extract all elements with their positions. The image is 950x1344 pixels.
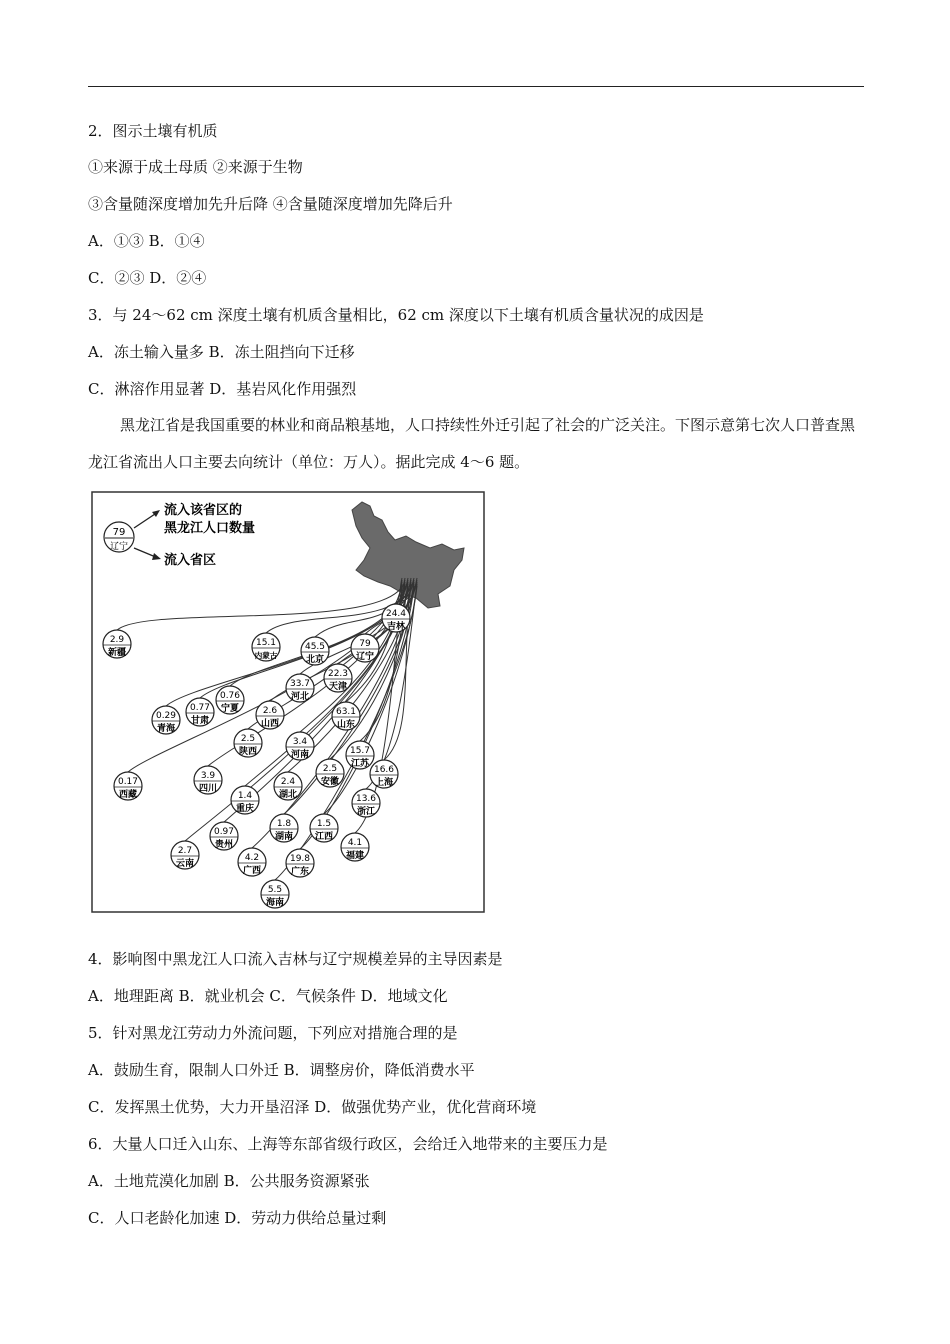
province-node-name: 湖南 [274, 832, 294, 842]
passage-intro: 黑龙江省是我国重要的林业和商品粮基地，人口持续性外迁引起了社会的广泛关注。下图示意第七次人口普查黑龙江省流出人口主要去向统计（单位：万人）。据此完成 4～6 题。 [88, 416, 856, 471]
q2-choices-ab: A．①③ B．①④ [88, 232, 205, 250]
province-node-name: 广西 [242, 866, 262, 876]
header-rule [88, 86, 864, 87]
province-node [286, 732, 314, 760]
legend-region-label: 流入省区 [164, 553, 217, 568]
province-node-value: 13.6 [355, 794, 377, 804]
province-node [252, 633, 280, 661]
q6-choices-ab: A．土地荒漠化加剧 B．公共服务资源紧张 [88, 1172, 370, 1190]
province-node [370, 760, 398, 788]
province-node-name: 浙江 [356, 807, 376, 817]
province-node-name: 江西 [314, 832, 334, 842]
province-node [332, 702, 360, 730]
province-node [346, 741, 374, 769]
province-node-name: 贵州 [214, 840, 234, 850]
province-node-value: 0.17 [117, 777, 139, 787]
province-node-name: 云南 [175, 859, 195, 869]
province-node-value: 3.4 [292, 737, 308, 747]
province-node-value: 2.7 [177, 846, 193, 856]
province-node [316, 759, 344, 787]
province-node-value: 2.5 [322, 764, 338, 774]
province-node-name: 新疆 [107, 648, 127, 658]
province-node-name: 宁夏 [220, 704, 240, 714]
province-node [114, 772, 142, 800]
province-node-value: 2.4 [280, 777, 296, 787]
province-node-name: 江苏 [350, 759, 370, 769]
province-node-value: 33.7 [289, 679, 311, 689]
province-node [270, 814, 298, 842]
province-node [234, 729, 262, 757]
province-node [351, 634, 379, 662]
q2-choices-cd: C．②③ D．②④ [88, 269, 207, 287]
migration-flow-map [90, 490, 486, 914]
province-node-value: 3.9 [200, 771, 216, 781]
province-node [238, 848, 266, 876]
province-node [301, 637, 329, 665]
province-node [103, 630, 131, 658]
province-node-name: 海南 [265, 898, 285, 908]
province-node [382, 604, 410, 632]
province-node-name: 吉林 [386, 622, 406, 632]
q6-stem: 6．大量人口迁入山东、上海等东部省级行政区，会给迁入地带来的主要压力是 [88, 1135, 608, 1153]
legend-sample-name: 辽宁 [109, 542, 129, 552]
province-node-value: 0.97 [213, 827, 235, 837]
province-node [261, 880, 289, 908]
q2-statements-3-4: ③含量随深度增加先升后降 ④含量随深度增加先降后升 [88, 195, 453, 213]
province-node-value: 45.5 [304, 642, 326, 652]
province-node-name: 西藏 [118, 790, 138, 800]
province-node-value: 15.1 [255, 638, 277, 648]
q2-stem: 2．图示土壤有机质 [88, 122, 218, 140]
province-node-name: 河南 [290, 750, 310, 760]
province-node [152, 706, 180, 734]
province-node [210, 822, 238, 850]
province-node-name: 山东 [336, 720, 356, 730]
province-node-name: 上海 [374, 778, 394, 788]
q3-stem: 3．与 24～62 cm 深度土壤有机质含量相比，62 cm 深度以下土壤有机质含量状况的成因是 [88, 306, 704, 324]
legend-count-label-line2: 黑龙江人口数量 [164, 521, 256, 536]
province-node [310, 814, 338, 842]
province-node-value: 15.7 [349, 746, 371, 756]
province-node-name: 天津 [328, 682, 348, 692]
q4-stem: 4．影响图中黑龙江人口流入吉林与辽宁规模差异的主导因素是 [88, 950, 503, 968]
province-node-value: 5.5 [267, 885, 283, 895]
province-node-value: 0.77 [189, 703, 211, 713]
province-node-value: 19.8 [289, 854, 311, 864]
province-node-value: 4.2 [244, 853, 260, 863]
province-node [286, 849, 314, 877]
q4-choices: A．地理距离 B．就业机会 C．气候条件 D．地域文化 [88, 987, 448, 1005]
province-node-name: 内蒙古 [254, 651, 278, 660]
province-node [286, 674, 314, 702]
province-node [186, 698, 214, 726]
province-node-value: 24.4 [385, 609, 407, 619]
province-node-name: 重庆 [235, 804, 255, 814]
province-node-value: 1.8 [276, 819, 292, 829]
province-node [216, 686, 244, 714]
legend-count-label-line1: 流入该省区的 [164, 503, 243, 518]
q5-choices-cd: C．发挥黑土优势，大力开垦沼泽 D．做强优势产业，优化营商环境 [88, 1098, 537, 1116]
province-node-value: 2.5 [240, 734, 256, 744]
province-node-value: 79 [359, 639, 371, 649]
province-node-name: 安徽 [320, 777, 340, 787]
q5-stem: 5．针对黑龙江劳动力外流问题，下列应对措施合理的是 [88, 1024, 458, 1042]
legend-sample-value: 79 [112, 527, 126, 538]
province-node-value: 63.1 [335, 707, 357, 717]
province-node-value: 16.6 [373, 765, 395, 775]
province-node-name: 陕西 [238, 747, 258, 757]
province-node-name: 福建 [345, 851, 365, 861]
province-node [171, 841, 199, 869]
province-node [194, 766, 222, 794]
province-node-name: 广东 [290, 867, 310, 877]
province-node [324, 664, 352, 692]
q6-choices-cd: C．人口老龄化加速 D．劳动力供给总量过剩 [88, 1209, 387, 1227]
province-node-value: 0.76 [219, 691, 241, 701]
province-node-value: 4.1 [347, 838, 363, 848]
province-node-name: 河北 [290, 692, 310, 702]
province-node-value: 22.3 [327, 669, 349, 679]
q2-statements-1-2: ①来源于成土母质 ②来源于生物 [88, 158, 303, 176]
province-node-name: 北京 [305, 655, 325, 665]
province-node-name: 山西 [260, 719, 280, 729]
province-node [352, 789, 380, 817]
province-node-name: 甘肃 [190, 716, 210, 726]
province-node [231, 786, 259, 814]
q3-choices-ab: A．冻土输入量多 B．冻土阻挡向下迁移 [88, 343, 355, 361]
province-node-name: 湖北 [278, 790, 298, 800]
q3-choices-cd: C．淋溶作用显著 D．基岩风化作用强烈 [88, 380, 357, 398]
province-node-value: 1.4 [237, 791, 253, 801]
province-node-name: 四川 [198, 784, 218, 794]
province-node-name: 辽宁 [355, 652, 375, 662]
province-node-value: 2.6 [262, 706, 278, 716]
province-node-value: 0.29 [155, 711, 177, 721]
province-node-value: 2.9 [109, 635, 125, 645]
province-node-name: 青海 [156, 724, 176, 734]
q5-choices-ab: A．鼓励生育，限制人口外迁 B．调整房价，降低消费水平 [88, 1061, 475, 1079]
province-node [274, 772, 302, 800]
province-node [341, 833, 369, 861]
province-node-value: 1.5 [316, 819, 332, 829]
province-node [256, 701, 284, 729]
